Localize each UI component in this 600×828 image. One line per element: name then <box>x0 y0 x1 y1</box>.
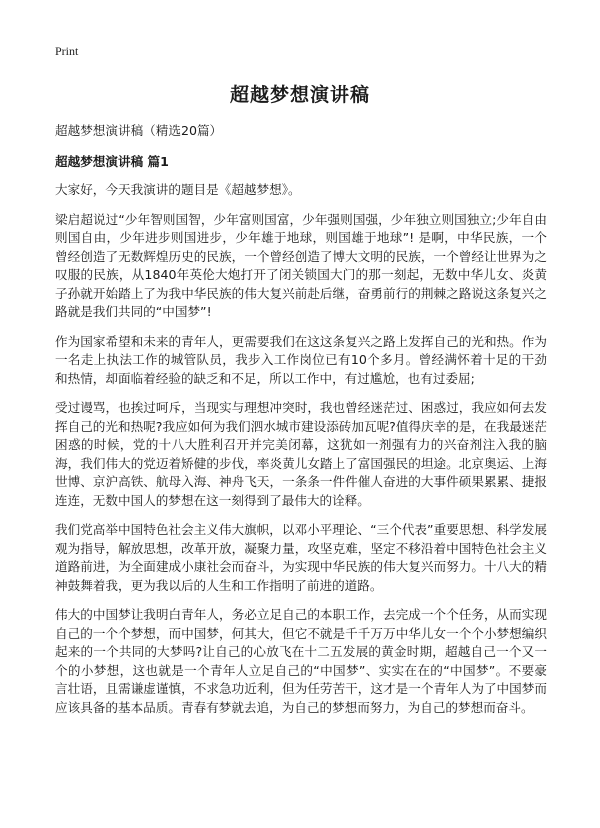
paragraph: 伟大的中国梦让我明白青年人，务必立足自己的本职工作，去完成一个个任务，从而实现自己的一个个梦想，而中国梦，何其大，但它不就是千千万万中华儿女一个个小梦想编织起来的一个共同的大梦吗?让自己的心放飞在十二五发展的黄金时期，超越自己一个又一个的小梦想，这也就是一个青年人立足自己的“中国梦”、实实在在的“中国梦”。不要豪言壮语，且需谦虚谨慎，不求急功近利，但为任劳苦干，这才是一个青年人为了中国梦而应该具备的基本品质。青春有梦就去追，为自己的梦想而努力，为自己的梦想而奋斗。 <box>55 607 547 715</box>
section-heading: 超越梦想演讲稿 篇1 <box>55 153 169 169</box>
paragraph: 梁启超说过“少年智则国智，少年富则国富，少年强则国强，少年独立则国独立;少年自由则国自由，少年进步则国进步，少年雄于地球，则国雄于地球”! 是啊，中华民族，一个曾经创造了无数辉煌历史的民族，一个曾经创造了博大文明的民族，一个曾经让世界为之叹服的民族，从1840年英伦大炮打开了闭关锁国大门的那一刻起，无数中华儿女、炎黄子孙就开始踏上了为我中华民族的伟大复兴前赴后继，奋勇前行的荆棘之路说这条复兴之路就是我们共同的“中国梦”! <box>55 211 547 319</box>
document-title: 超越梦想演讲稿 <box>229 84 370 106</box>
document-body <box>55 122 547 728</box>
paragraph: 大家好，今天我演讲的题目是《超越梦想》。 <box>55 182 301 197</box>
document-subtitle: 超越梦想演讲稿（精选20篇） <box>55 123 223 138</box>
paragraph: 受过谩骂，也挨过呵斥，当现实与理想冲突时，我也曾经迷茫过、困惑过，我应如何去发挥自己的光和热呢?我应如何为我们泗水城市建设添砖加瓦呢?值得庆幸的是，在我最迷茫困惑的时候，党的十八大胜利召开并完美闭幕，这犹如一剂强有力的兴奋剂注入我的脑海，我们伟大的党迈着矫健的步伐，率炎黄儿女踏上了富国强民的坦途。北京奥运、上海世博、京沪高铁、航母入海、神舟飞天，一条条一件件催人奋进的大事件硕果累累、捷报连连，无数中国人的梦想在这一刻得到了最伟大的诠释。 <box>55 400 547 508</box>
print-link[interactable]: Print <box>55 44 79 58</box>
paragraph: 作为国家希望和未来的青年人，更需要我们在这这条复兴之路上发挥自己的光和热。作为一名走上执法工作的城管队员，我步入工作岗位已有10个多月。曾经满怀着十足的干劲和热情，却面临着经验的缺乏和不足，所以工作中，有过尴尬，也有过委屈; <box>55 333 547 386</box>
paragraph: 我们党高举中国特色社会主义伟大旗帜，以邓小平理论、“三个代表”重要思想、科学发展观为指导，解放思想，改革开放，凝聚力量，攻坚克难，坚定不移沿着中国特色社会主义道路前进，为全面建成小康社会而奋斗，为实现中华民族的伟大复兴而努力。十八大的精神鼓舞着我，更为我以后的人生和工作指明了前进的道路。 <box>55 522 547 593</box>
